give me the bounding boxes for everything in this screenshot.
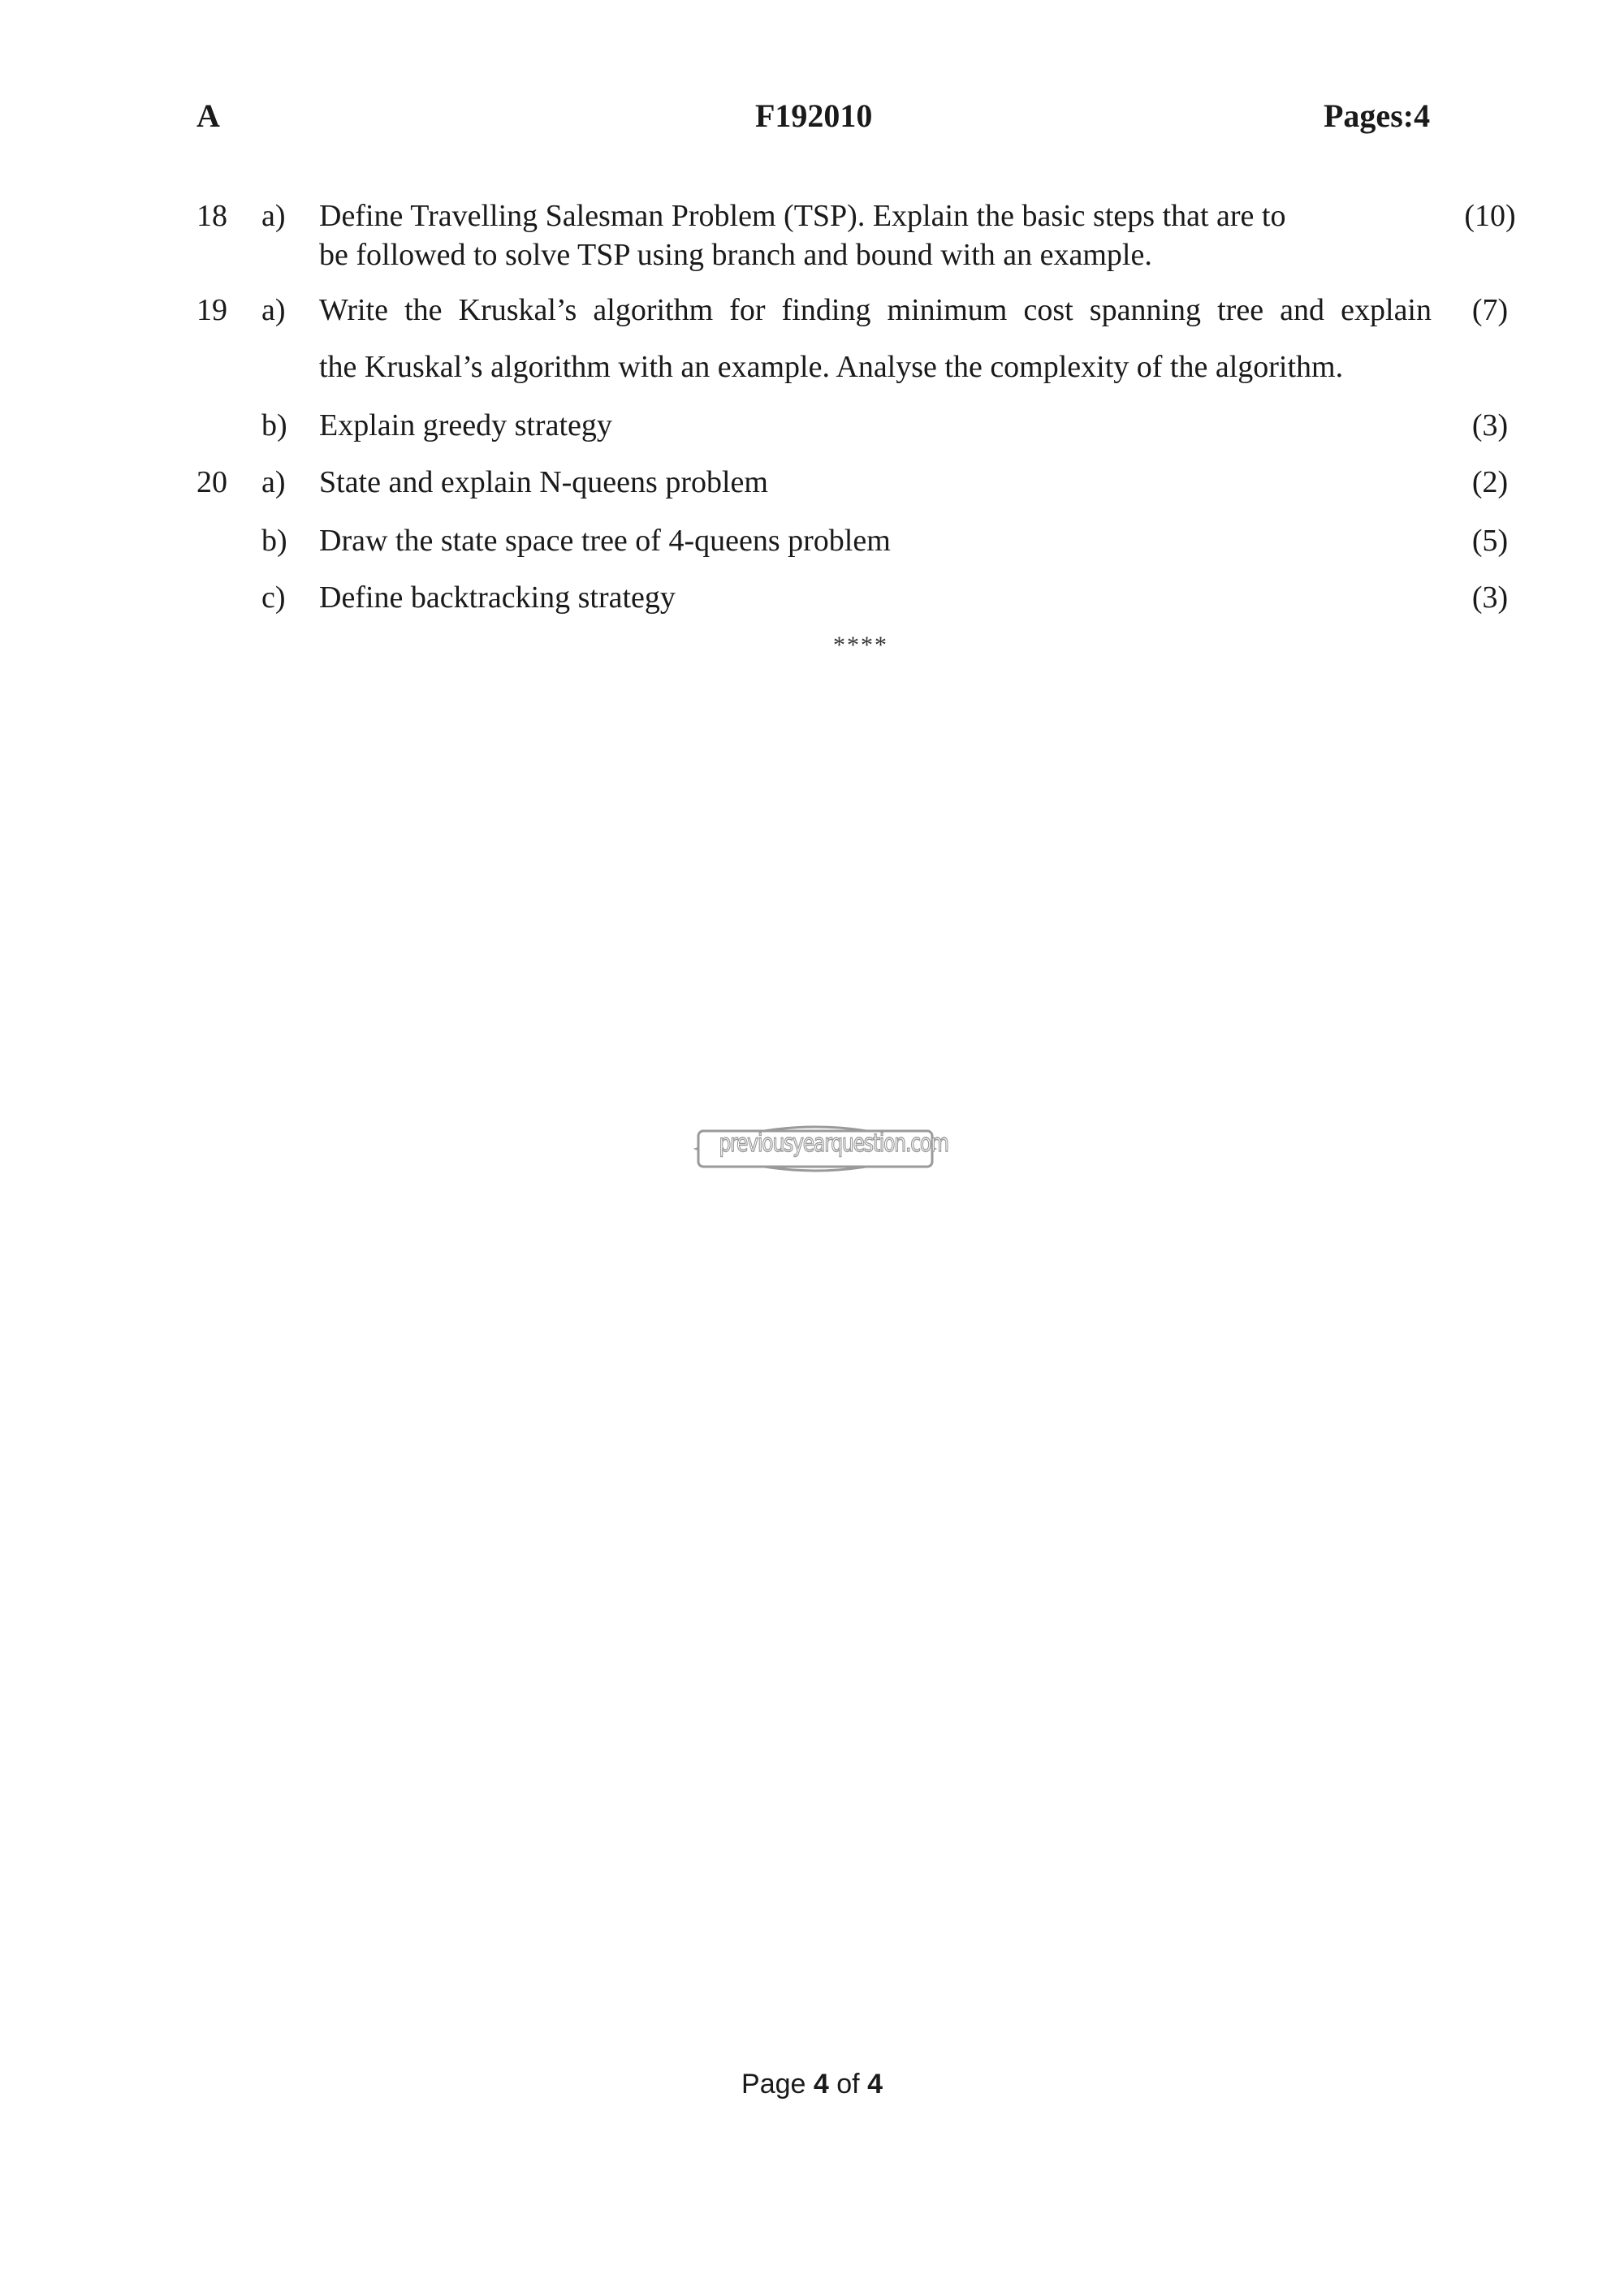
question-marks: (10) xyxy=(1464,199,1516,233)
exam-series-letter: A xyxy=(197,97,220,134)
question-text-line: Define backtracking strategy xyxy=(319,580,676,615)
footer-of-label: of xyxy=(836,2069,860,2100)
question-text-line: be followed to solve TSP using branch and bound with an example. xyxy=(319,238,1152,272)
question-part: a) xyxy=(261,199,286,233)
question-text-line: the Kruskal’s algorithm with an example. Analyse the complexity of the algorithm. xyxy=(319,350,1344,384)
question-number: 18 xyxy=(197,199,227,233)
question-text-line: Draw the state space tree of 4-queens problem xyxy=(319,524,891,558)
question-text-line: State and explain N-queens problem xyxy=(319,465,768,499)
question-paper-code: F192010 xyxy=(755,97,873,134)
watermark-text: previousyearquestion.com xyxy=(719,1129,948,1158)
end-of-paper-marker: **** xyxy=(833,632,888,658)
question-part: b) xyxy=(261,408,287,442)
question-marks: (3) xyxy=(1471,580,1509,615)
page-footer xyxy=(0,2069,1624,2100)
question-number: 19 xyxy=(197,293,227,327)
question-text-line: Explain greedy strategy xyxy=(319,408,612,442)
watermark-logo xyxy=(692,1110,948,1188)
question-marks: (5) xyxy=(1471,524,1509,558)
question-part: b) xyxy=(261,524,287,558)
page-count: Pages:4 xyxy=(1324,97,1431,134)
footer-page-label: Page xyxy=(741,2069,806,2100)
question-part: c) xyxy=(261,580,286,615)
question-part: a) xyxy=(261,465,286,499)
question-part: a) xyxy=(261,293,286,327)
question-marks: (7) xyxy=(1471,293,1509,327)
footer-current-page: 4 xyxy=(813,2069,829,2100)
footer-total-pages: 4 xyxy=(867,2069,883,2100)
question-text-line: Define Travelling Salesman Problem (TSP). Explain the basic steps that are to xyxy=(319,199,1286,233)
question-marks: (2) xyxy=(1471,465,1509,499)
question-text-line: Write the Kruskal’s algorithm for finding minimum cost spanning tree and explain xyxy=(319,293,1432,327)
question-marks: (3) xyxy=(1471,408,1509,442)
question-number: 20 xyxy=(197,465,227,499)
